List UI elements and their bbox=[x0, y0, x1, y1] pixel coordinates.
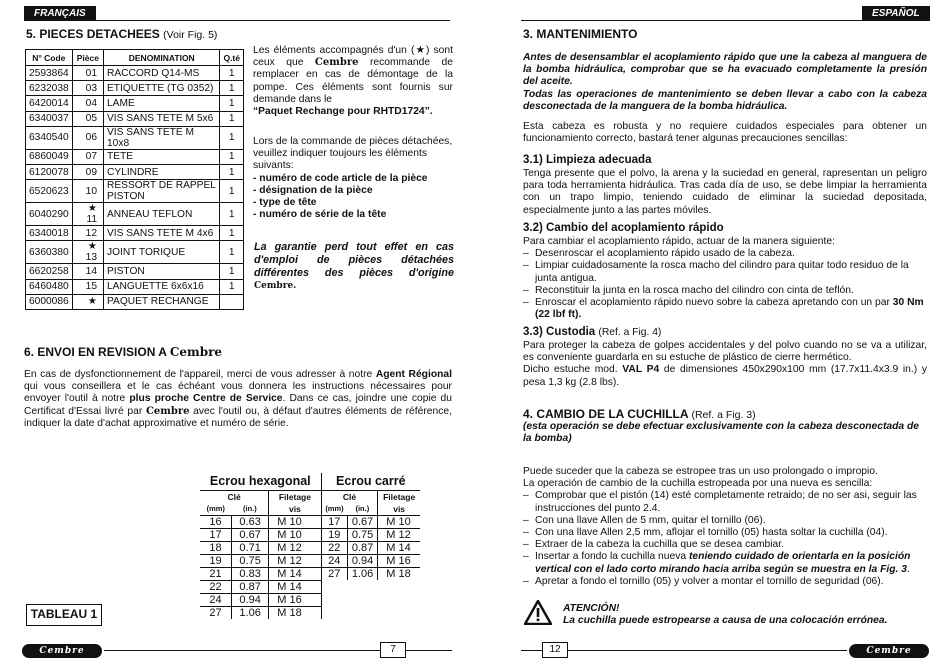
table-row bbox=[26, 149, 244, 164]
parts-cell-code: 6520623 bbox=[26, 180, 73, 203]
hex-cell: M 10 bbox=[269, 515, 321, 528]
section-3-text: Esta cabeza es robusta y no requiere cuidados especiales para obtener un funcionamiento correcto, bastará tener algunas precauciones sencillas: bbox=[523, 121, 927, 145]
hex-cell: 0.67 bbox=[232, 528, 269, 541]
hex-cell: 0.87 bbox=[232, 580, 269, 593]
warning-triangle-icon bbox=[524, 600, 552, 625]
table-row bbox=[200, 606, 420, 619]
guarantee-note: La garantie perd tout effet en cas d'emploi de pièces détachées différentes des pièces d'origine Cembre. bbox=[254, 241, 454, 292]
maintenance-warning: Antes de desensamblar el acoplamiento rápido que une la cabeza al manguera de la bomba hidráulica, comprobar que se ha evacuado completamente la presión del aceite. Todas las operaciones de mantenimiento se deben llevar a cabo con la cabeza desconectada de la manguera de la bomba hidráulica. bbox=[523, 52, 927, 112]
table-row bbox=[26, 96, 244, 111]
parts-cell-piece: 01 bbox=[72, 66, 103, 81]
section-5-title: 5. PIECES DETACHEES (Voir Fig. 5) bbox=[26, 27, 218, 41]
spare-parts-note: Les éléments accompagnés d'un (★) sont ceux que Cembre recommande de remplacer en cas de démontage de la pompe. Ces éléments sont fournis sur demande dans le “Paquet Rechange pour RHTD1724”. bbox=[253, 45, 453, 118]
empty-cell bbox=[347, 593, 377, 606]
parts-cell-piece: ★ 13 bbox=[72, 241, 103, 264]
parts-cell-name: PISTON bbox=[104, 264, 220, 279]
parts-cell-code: 6420014 bbox=[26, 96, 73, 111]
hex-cell: 0.71 bbox=[232, 541, 269, 554]
table-row bbox=[200, 515, 420, 528]
hex-cell: 19 bbox=[200, 554, 232, 567]
square-cell: M 10 bbox=[378, 515, 420, 528]
hex-cell: M 18 bbox=[269, 606, 321, 619]
page-number-right: 12 bbox=[542, 642, 568, 658]
table-row bbox=[26, 126, 244, 149]
parts-cell-code: 6340037 bbox=[26, 111, 73, 126]
parts-cell-piece: 15 bbox=[72, 279, 103, 294]
parts-column-header: DENOMINATION bbox=[104, 50, 220, 66]
square-cell: 1.06 bbox=[347, 567, 377, 580]
hex-cell: 0.75 bbox=[232, 554, 269, 567]
parts-cell-name: PAQUET RECHANGE bbox=[104, 294, 220, 309]
section-3-1-title: 3.1) Limpieza adecuada bbox=[523, 154, 652, 166]
empty-cell bbox=[378, 580, 420, 593]
unit-mm: (mm) bbox=[206, 503, 225, 513]
parts-cell-qty: 1 bbox=[220, 180, 244, 203]
parts-cell-qty: 1 bbox=[220, 226, 244, 241]
parts-cell-name: RACCORD Q14-MS bbox=[104, 66, 220, 81]
screw-label-sq: vis bbox=[378, 503, 420, 516]
list-item: – Con una llave Allen de 5 mm, quitar el tornillo (06). bbox=[523, 515, 927, 527]
list-item: – Limpiar cuidadosamente la rosca macho del cilindro para quitar todo residuo de la junta antigua. bbox=[523, 260, 927, 284]
list-item: – Extraer de la cabeza la cuchilla que se desea cambiar. bbox=[523, 539, 927, 551]
list-item: – Enroscar el acoplamiento rápido nuevo sobre la cabeza apretando con un par 30 Nm (22 lbf ft). bbox=[523, 297, 927, 321]
empty-cell bbox=[378, 593, 420, 606]
hex-cell: 18 bbox=[200, 541, 232, 554]
parts-cell-qty: 1 bbox=[220, 111, 244, 126]
square-cell: M 16 bbox=[378, 554, 420, 567]
screw-label: vis bbox=[269, 503, 321, 516]
empty-cell bbox=[321, 580, 347, 593]
key-label-sq: Clé bbox=[321, 490, 378, 503]
unit-mm-sq: (mm) bbox=[321, 503, 347, 516]
parts-cell-qty: 1 bbox=[220, 164, 244, 179]
parts-cell-code: 6120078 bbox=[26, 164, 73, 179]
hex-cell: 16 bbox=[209, 515, 222, 528]
hex-cell: M 12 bbox=[269, 554, 321, 567]
table-row bbox=[200, 567, 420, 580]
hex-cell: M 16 bbox=[269, 593, 321, 606]
order-note: Lors de la commande de pièces détachées, veuillez indiquer toujours les éléments suivants: - numéro de code article de la pièce - désignation de la pièce - type de tête - numéro de série de la tête bbox=[253, 136, 453, 221]
parts-cell-name: CYLINDRE bbox=[104, 164, 220, 179]
parts-cell-code: 6620258 bbox=[26, 264, 73, 279]
hex-nut-title: Ecrou hexagonal bbox=[200, 473, 321, 490]
parts-cell-qty: 1 bbox=[220, 203, 244, 226]
section-3-2-text: Para cambiar el acoplamiento rápido, actuar de la manera siguiente: – Desenroscar el acoplamiento rápido usado de la cabeza. – Limpiar cuidadosamente la rosca macho del cilindro para quitar todo residuo de la junta antigua. – Reconstituir la junta en la rosca macho del cilindro con cinta de teflón. – Enroscar el acoplamiento rápido nuevo sobre la cabeza apretando con un par 30 Nm (22 lbf ft). bbox=[523, 236, 927, 321]
hex-cell: 0.83 bbox=[232, 567, 269, 580]
hex-cell: 0.63 bbox=[232, 515, 269, 528]
empty-cell bbox=[378, 606, 420, 619]
parts-cell-name: TETE bbox=[104, 149, 220, 164]
parts-cell-code: 6360380 bbox=[26, 241, 73, 264]
table-1-label: TABLEAU 1 bbox=[26, 604, 102, 626]
parts-cell-qty: 1 bbox=[220, 66, 244, 81]
list-item: – Reconstituir la junta en la rosca macho del cilindro con cinta de teflón. bbox=[523, 285, 927, 297]
empty-cell bbox=[321, 593, 347, 606]
page-number: 7 bbox=[380, 642, 406, 658]
table-row bbox=[26, 164, 244, 179]
section-3-3-title: 3.3) Custodia (Ref. a Fig. 4) bbox=[523, 326, 662, 338]
square-cell: 0.75 bbox=[347, 528, 377, 541]
parts-cell-qty bbox=[220, 294, 244, 309]
section-3-title: 3. MANTENIMIENTO bbox=[523, 27, 638, 41]
section-6-text: En cas de dysfonctionnement de l'appareil, merci de vous adresser à notre Agent Régional qui vous conseillera et le cas échéant vous donnera les instructions nécessaires pour envoyer l'outil à notre plus proche Centre de Service. Dans ce cas, joindre une copie du Certificat d'Essai livré par Cembre avec l'outil ou, à défaut d'autres éléments de référence, indiquer la date d'achat approximative et numéro de série. bbox=[24, 369, 453, 429]
hex-cell: 17 bbox=[200, 528, 232, 541]
section-6-title: 6. ENVOI EN REVISION A Cembre bbox=[24, 345, 223, 359]
header-rule bbox=[24, 20, 450, 21]
list-item: - désignation de la pièce bbox=[253, 184, 373, 196]
language-tab-french: FRANÇAIS bbox=[24, 6, 96, 21]
parts-cell-piece: 10 bbox=[72, 180, 103, 203]
parts-cell-code: 6340018 bbox=[26, 226, 73, 241]
parts-cell-piece: 14 bbox=[72, 264, 103, 279]
square-cell: 27 bbox=[321, 567, 347, 580]
parts-cell-code: 6000086 bbox=[26, 294, 73, 309]
parts-cell-piece: ★ 11 bbox=[72, 203, 103, 226]
parts-cell-qty: 1 bbox=[220, 264, 244, 279]
parts-cell-qty: 1 bbox=[220, 126, 244, 149]
table-row bbox=[26, 180, 244, 203]
parts-cell-qty: 1 bbox=[220, 149, 244, 164]
parts-cell-name: ETIQUETTE (TG 0352) bbox=[104, 81, 220, 96]
section-4-text: Puede suceder que la cabeza se estropee tras un uso prolongado o impropio. La operación de cambio de la cuchilla estropeada por una nueva es sencilla: – Comprobar que el pistón (14) esté completamente retraido; de no ser asi, seguir las instrucciones del punto 2.4. – Con una llave Allen de 5 mm, quitar el tornillo (06). – Con una llave Allen 2,5 mm, aflojar el tornillo (05) hasta soltar la cuchilla (04). – Extraer de la cabeza la cuchilla que se desea cambiar. – Insertar a fondo la cuchilla nueva teniendo cuidado de orientarla en la posición vertical con el lado corto mirando hacia arriba según se muestra en la Fig. 3. – Apretar a fondo el tornillo (05) y volver a montar el tornillo de seguridad (06). bbox=[523, 466, 927, 588]
parts-cell-piece: 04 bbox=[72, 96, 103, 111]
square-cell: 22 bbox=[321, 541, 347, 554]
hex-cell: M 14 bbox=[269, 580, 321, 593]
parts-cell-piece: 05 bbox=[72, 111, 103, 126]
list-item: - type de tête bbox=[253, 197, 317, 209]
table-row bbox=[200, 528, 420, 541]
list-item: – Desenroscar el acoplamiento rápido usado de la cabeza. bbox=[523, 248, 927, 260]
square-cell: M 12 bbox=[378, 528, 420, 541]
parts-cell-name: LAME bbox=[104, 96, 220, 111]
table-row bbox=[200, 554, 420, 567]
table-row bbox=[200, 541, 420, 554]
hex-cell: 27 bbox=[200, 606, 232, 619]
list-item: - numéro de série de la tête bbox=[253, 209, 387, 221]
section-4-title: 4. CAMBIO DE LA CUCHILLA (Ref. a Fig. 3) bbox=[523, 407, 756, 421]
empty-cell bbox=[347, 606, 377, 619]
parts-cell-name: RESSORT DE RAPPEL PISTON bbox=[104, 180, 220, 203]
square-cell: M 18 bbox=[378, 567, 420, 580]
parts-column-header: Q.té bbox=[220, 50, 244, 66]
square-cell: 0.94 bbox=[347, 554, 377, 567]
hex-cell: 22 bbox=[200, 580, 232, 593]
section-4-warning: (esta operación se debe efectuar exclusivamente con la cabeza desconectada de la bomba) bbox=[523, 421, 920, 445]
hex-cell: 21 bbox=[200, 567, 232, 580]
hex-cell: 24 bbox=[200, 593, 232, 606]
square-cell: 17 bbox=[321, 515, 347, 528]
language-tab-spanish: ESPAÑOL bbox=[862, 6, 930, 21]
parts-cell-name: VIS SANS TETE M 5x6 bbox=[104, 111, 220, 126]
hex-cell: 1.06 bbox=[232, 606, 269, 619]
parts-cell-code: 6340540 bbox=[26, 126, 73, 149]
parts-column-header: N° Code bbox=[26, 50, 73, 66]
table-row bbox=[26, 264, 244, 279]
parts-cell-piece: 06 bbox=[72, 126, 103, 149]
thread-label: Filetage bbox=[269, 490, 321, 503]
square-cell: M 14 bbox=[378, 541, 420, 554]
list-item: – Con una llave Allen 2,5 mm, aflojar el tornillo (05) hasta soltar la cuchilla (04). bbox=[523, 527, 927, 539]
cembre-logo: Cembre bbox=[22, 644, 102, 658]
dimensions-table bbox=[200, 473, 420, 619]
parts-cell-code: 6860049 bbox=[26, 149, 73, 164]
section-3-3-text: Para proteger la cabeza de golpes accidentales y del polvo cuando no se va a utilizar, es conveniente guardarla en su estuche de plástico de cierre hermético. Dicho estuche mod. VAL P4 de dimensiones 450x290x100 mm (17.7x11.4x3.9 in.) y pesa 1,3 kg (2.8 lbs). bbox=[523, 340, 927, 388]
parts-cell-piece: 09 bbox=[72, 164, 103, 179]
section-3-2-title: 3.2) Cambio del acoplamiento rápido bbox=[523, 222, 724, 234]
thread-label-sq: Filetage bbox=[378, 490, 420, 503]
table-row bbox=[200, 593, 420, 606]
list-item: – Insertar a fondo la cuchilla nueva teniendo cuidado de orientarla en la posición vertical con el lado corto mirando hacia arriba según se muestra en la Fig. 3. bbox=[523, 551, 927, 575]
parts-column-header: Pièce bbox=[72, 50, 103, 66]
parts-cell-piece: 12 bbox=[72, 226, 103, 241]
list-item: - numéro de code article de la pièce bbox=[253, 172, 428, 184]
hex-cell: M 12 bbox=[269, 541, 321, 554]
table-row bbox=[26, 294, 244, 309]
list-item: – Comprobar que el pistón (14) esté completamente retraido; de no ser asi, seguir las instrucciones del punto 2.4. bbox=[523, 490, 927, 514]
empty-cell bbox=[347, 580, 377, 593]
unit-in: (in.) bbox=[242, 503, 257, 513]
section-3-1-text: Tenga presente que el polvo, la arena y la suciedad en general, rapresentan un peligro para toda herramienta hidráulica. Tras cada día de uso, se debe limpiar la herramienta con un trapo limpio, teniendo cuidado de eliminar la suciedad depositada, especialmente junto a las partes móviles. bbox=[523, 168, 927, 216]
hex-cell: M 10 bbox=[269, 528, 321, 541]
table-row bbox=[26, 279, 244, 294]
parts-cell-code: 6460480 bbox=[26, 279, 73, 294]
right-page bbox=[475, 0, 950, 667]
parts-cell-name: ANNEAU TEFLON bbox=[104, 203, 220, 226]
parts-cell-qty: 1 bbox=[220, 279, 244, 294]
cembre-logo-right: Cembre bbox=[849, 644, 929, 658]
parts-cell-piece: 07 bbox=[72, 149, 103, 164]
attention-text: ATENCIÓN! La cuchilla puede estropearse a causa de una colocación errónea. bbox=[563, 603, 888, 627]
parts-cell-name: JOINT TORIQUE bbox=[104, 241, 220, 264]
list-item: – Apretar a fondo el tornillo (05) y volver a montar el tornillo de seguridad (06). bbox=[523, 576, 927, 588]
square-cell: 0.67 bbox=[347, 515, 377, 528]
parts-cell-code: 6040290 bbox=[26, 203, 73, 226]
square-nut-title: Ecrou carré bbox=[321, 473, 420, 490]
hex-cell: M 14 bbox=[269, 567, 321, 580]
parts-cell-qty: 1 bbox=[220, 241, 244, 264]
parts-cell-name: VIS SANS TETE M 4x6 bbox=[104, 226, 220, 241]
key-label: Clé bbox=[227, 491, 241, 502]
table-row bbox=[26, 81, 244, 96]
square-cell: 0.87 bbox=[347, 541, 377, 554]
table-row bbox=[26, 203, 244, 226]
parts-cell-piece: ★ bbox=[72, 294, 103, 309]
footer-rule-right bbox=[521, 650, 847, 651]
parts-cell-piece: 03 bbox=[72, 81, 103, 96]
parts-cell-code: 6232038 bbox=[26, 81, 73, 96]
parts-cell-qty: 1 bbox=[220, 96, 244, 111]
table-row bbox=[26, 66, 244, 81]
parts-cell-qty: 1 bbox=[220, 81, 244, 96]
parts-cell-code: 2593864 bbox=[26, 66, 73, 81]
hex-cell: 0.94 bbox=[232, 593, 269, 606]
parts-cell-name: VIS SANS TETE M 10x8 bbox=[104, 126, 220, 149]
square-cell: 19 bbox=[321, 528, 347, 541]
parts-table bbox=[25, 49, 244, 310]
table-row bbox=[26, 241, 244, 264]
square-cell: 24 bbox=[321, 554, 347, 567]
parts-cell-name: LANGUETTE 6x6x16 bbox=[104, 279, 220, 294]
table-row bbox=[26, 111, 244, 126]
table-row bbox=[200, 580, 420, 593]
table-row bbox=[26, 226, 244, 241]
empty-cell bbox=[321, 606, 347, 619]
unit-in-sq: (in.) bbox=[355, 503, 370, 513]
